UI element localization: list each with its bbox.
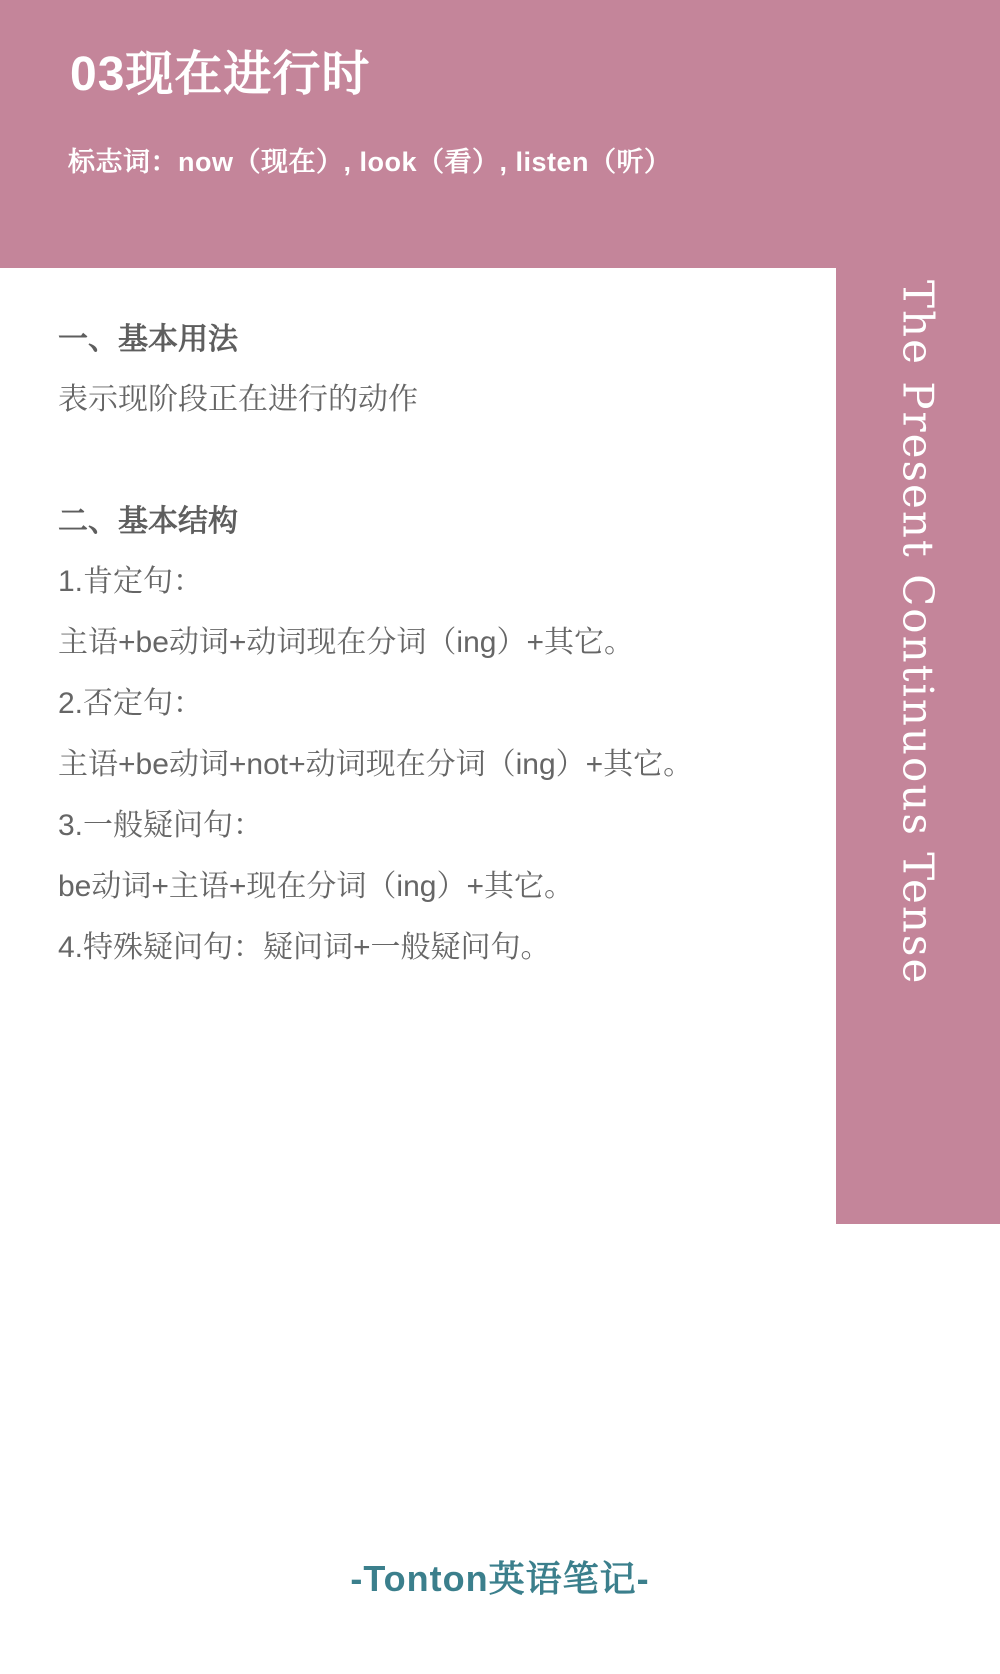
section-heading: 一、基本用法 [58, 323, 238, 356]
page-title: 03现在进行时 [70, 48, 371, 101]
section-basic-structure [58, 502, 693, 986]
section-line: 主语+be动词+动词现在分词（ing）+其它。 [58, 625, 634, 659]
footer-signature: -Tonton英语笔记- [350, 1558, 650, 1599]
section-line: 表示现阶段正在进行的动作 [58, 382, 418, 416]
section-line: 2.否定句： [58, 686, 204, 720]
header-subtitle: 标志词：now（现在）, look（看）, listen（听） [68, 147, 672, 177]
section-line: 1.肯定句： [58, 564, 204, 598]
header-band [0, 0, 1000, 268]
section-line: be动词+主语+现在分词（ing）+其它。 [58, 869, 574, 903]
section-basic-usage [58, 320, 418, 422]
section-line: 主语+be动词+not+动词现在分词（ing）+其它。 [58, 747, 694, 781]
section-line: 3.一般疑问句： [58, 808, 264, 842]
side-vertical-title [836, 262, 1000, 1224]
section-heading: 二、基本结构 [58, 505, 238, 538]
section-line: 4.特殊疑问句：疑问词+一般疑问句。 [58, 930, 551, 964]
side-vertical-title-text: The Present Continuous Tense [893, 280, 943, 986]
